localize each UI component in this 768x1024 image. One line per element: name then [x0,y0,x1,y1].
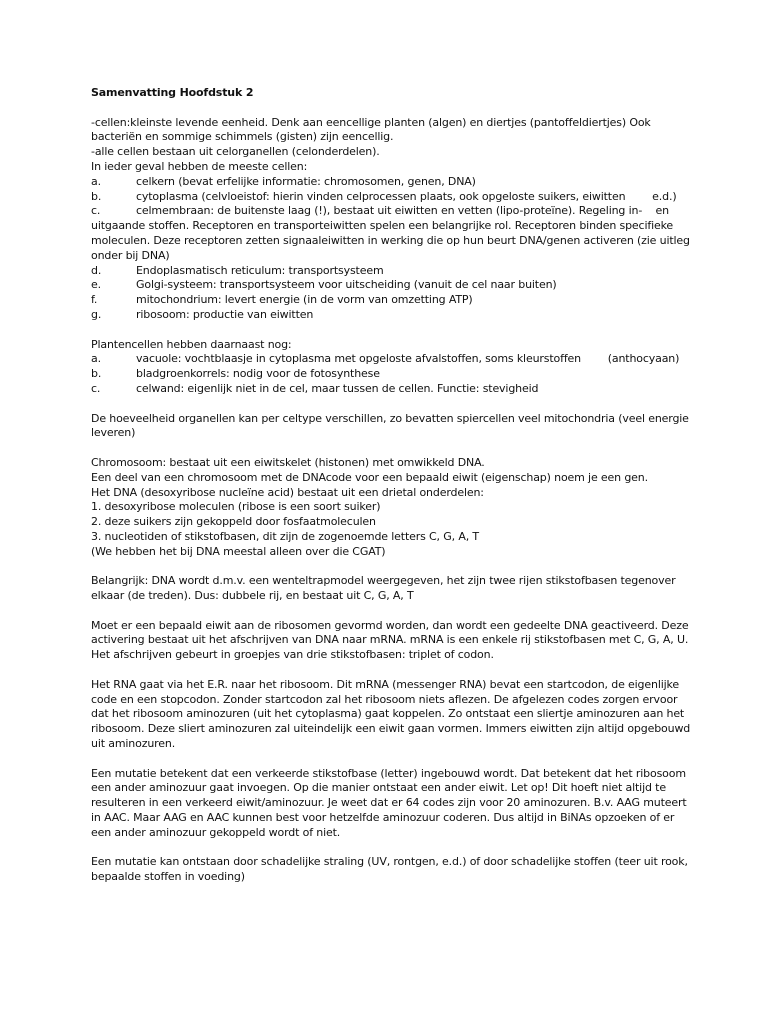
chromosome-paragraph [91,456,691,560]
cause-paragraph [91,855,691,885]
intro-line: bacteriën en sommige schimmels (gisten) zijn eencellig. [91,130,394,144]
list-text: bladgroenkorrels: nodig voor de fotosynthese [136,367,380,381]
list-text: ribosoom: productie van eiwitten [136,307,314,321]
membrane-line: moleculen. Deze receptoren zetten signaaleiwitten in werking die op hun beurt DNA/genen activeren (zie uitleg [91,233,690,247]
paragraph-line: dat het ribosoom aminozuren (uit het cytoplasma) gaat koppelen. Zo ontstaat een sliertje aminozuren aan het [91,707,685,721]
list-label: b. [91,367,102,381]
mutation-paragraph [91,767,691,841]
paragraph-line: een ander aminozuur gekoppeld wordt of niet. [91,825,341,839]
document-title: Samenvatting Hoofdstuk 2 [91,86,254,99]
list-text: Golgi-systeem: transportsysteem voor uitscheiding (vanuit de cel naar buiten) [136,278,557,292]
intro-line: -cellen:kleinste levende eenheid. Denk aan eencellige planten (algen) en diertjes (pantoffeldiertjes) Ook [91,115,651,129]
membrane-line: uitgaande stoffen. Receptoren en transporteiwitten spelen een belangrijke rol. Receptoren binden specifieke [91,219,674,233]
organelles-paragraph [91,412,691,442]
list-label: a. [91,174,101,188]
list-label: g. [91,307,102,321]
list-item [91,367,691,382]
paragraph-line: (We hebben het bij DNA meestal alleen over die CGAT) [91,544,386,558]
list-label: b. [91,189,102,203]
paragraph-line: uit aminozuren. [91,737,176,751]
list-label: d. [91,263,102,277]
paragraph-line: Een mutatie kan ontstaan door schadelijke straling (UV, rontgen, e.d.) of door schadelijke stoffen (teer uit rook, [91,855,688,869]
rna-paragraph [91,678,691,752]
paragraph-line: leveren) [91,426,136,440]
important-paragraph [91,574,691,604]
list-item [91,175,691,190]
list-item [91,264,691,279]
list-label: a. [91,352,101,366]
intro-line: -alle cellen bestaan uit celorganellen (celonderdelen). [91,145,380,159]
document-page [91,86,691,900]
list-label: f. [91,293,98,307]
paragraph-line: 2. deze suikers zijn gekoppeld door fosfaatmoleculen [91,515,376,529]
paragraph-line: activering bestaat uit het afschrijven van DNA naar mRNA. mRNA is een enkele rij stikstofbasen met C, G, A, U. [91,633,689,647]
paragraph-line: 1. desoxyribose moleculen (ribose is een soort suiker) [91,500,381,514]
intro-line: In ieder geval hebben de meeste cellen: [91,159,308,173]
list-text: mitochondrium: levert energie (in de vorm van omzetting ATP) [136,293,473,307]
paragraph-line: Het afschrijven gebeurt in groepjes van drie stikstofbasen: triplet of codon. [91,648,494,662]
paragraph-line: De hoeveelheid organellen kan per celtype verschillen, zo bevatten spiercellen veel mitochondria (veel energie [91,411,689,425]
protein-paragraph [91,619,691,663]
paragraph-line: code en een stopcodon. Zonder startcodon zal het ribosoom niets aflezen. De afgelezen codes zorgen ervoor [91,692,678,706]
plant-paragraph [91,338,691,397]
paragraph-line: ribosoom. Deze sliert aminozuren zal uiteindelijk een eiwit gaan vormen. Immers eiwitten zijn altijd opgebouwd [91,722,691,736]
list-text: celwand: eigenlijk niet in de cel, maar tussen de cellen. Functie: stevigheid [136,381,539,395]
paragraph-line: Belangrijk: DNA wordt d.m.v. een wenteltrapmodel weergegeven, het zijn twee rijen stikstofbasen tegenover [91,574,676,588]
paragraph-line: een ander aminozuur gaat invoegen. Op die manier ontstaat een ander eiwit. Let op! Dit hoeft niet altijd te [91,781,666,795]
membrane-line: onder bij DNA) [91,248,170,262]
paragraph-line: Moet er een bepaald eiwit aan de ribosomen gevormd worden, dan wordt een gedeelte DNA geactiveerd. Deze [91,618,689,632]
list-item [91,382,691,397]
list-text: Endoplasmatisch reticulum: transportsysteem [136,263,384,277]
paragraph-line: in AAC. Maar AAG en AAC kunnen best voor hetzelfde aminozuur coderen. Dus altijd in BiNAs opzoeken of er [91,811,675,825]
paragraph-line: 3. nucleotiden of stikstofbasen, dit zijn de zogenoemde letters C, G, A, T [91,529,479,543]
paragraph-line: Chromosoom: bestaat uit een eiwitskelet (histonen) met omwikkeld DNA. [91,455,485,469]
paragraph-line: elkaar (de treden). Dus: dubbele rij, en bestaat uit C, G, A, T [91,589,414,603]
plant-heading: Plantencellen hebben daarnaast nog: [91,337,292,351]
list-text: vacuole: vochtblaasje in cytoplasma met opgeloste afvalstoffen, soms kleurstoffen (anthocyaan) [136,352,680,366]
paragraph-line: Een deel van een chromosoom met de DNAcode voor een bepaald eiwit (eigenschap) noem je een gen. [91,470,648,484]
paragraph-line: Het DNA (desoxyribose nucleïne acid) bestaat uit een drietal onderdelen: [91,485,484,499]
list-text: celkern (bevat erfelijke informatie: chromosomen, genen, DNA) [136,174,476,188]
list-label: e. [91,278,101,292]
paragraph-line: resulteren in een verkeerd eiwit/aminozuur. Je weet dat er 64 codes zijn voor 20 aminozuren. B.v. AAG muteert [91,796,687,810]
list-text: celmembraan: de buitenste laag (!), bestaat uit eiwitten en vetten (lipo-proteïne). Regeling in- en [136,204,669,218]
list-item [91,190,691,205]
list-item [91,204,691,219]
paragraph-line: Het RNA gaat via het E.R. naar het ribosoom. Dit mRNA (messenger RNA) bevat een startcodon, de eigenlijke [91,677,679,691]
list-text: cytoplasma (celvloeistof: hierin vinden celprocessen plaats, ook opgeloste suikers, eiwitten e.d.) [136,189,677,203]
list-item [91,352,691,367]
list-item [91,293,691,308]
list-item [91,308,691,323]
list-item [91,278,691,293]
paragraph-line: Een mutatie betekent dat een verkeerde stikstofbase (letter) ingebouwd wordt. Dat betekent dat het ribosoom [91,766,686,780]
paragraph-line: bepaalde stoffen in voeding) [91,870,245,884]
intro-paragraph [91,116,691,323]
list-label: c. [91,381,101,395]
list-label: c. [91,204,101,218]
